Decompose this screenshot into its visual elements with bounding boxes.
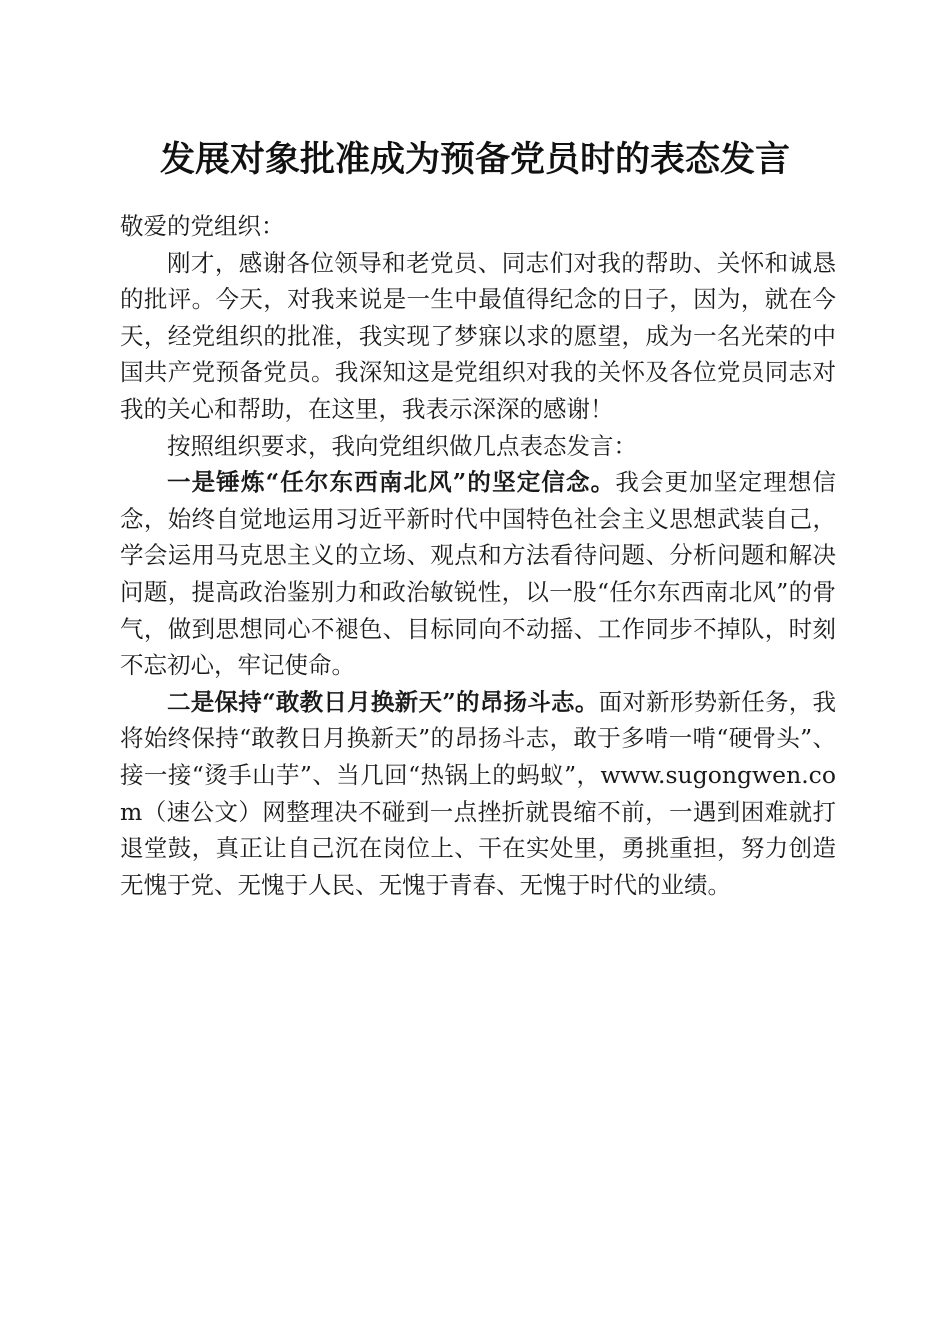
paragraph-text: 面对新形势新任务，我将始终保持“敢教日月换新天”的昂扬斗志，敢于多啃一啃“硬骨头”、接一接“烫手山芋”、当几回“热锅上的蚂蚁”，www.sugongwen.com（速公文）网整理决不碰到一点挫折就畏缩不前，一遇到困难就打退堂鼓，真正让自己沉在岗位上、干在实处里，勇挑重担，努力创造无愧于党、无愧于人民、无愧于青春、无愧于时代的业绩。 [120, 687, 836, 899]
paragraph-text: 刚才，感谢各位领导和老党员、同志们对我的帮助、关怀和诚恳的批评。今天，对我来说是一生中最值得纪念的日子，因为，就在今天，经党组织的批准，我实现了梦寐以求的愿望，成为一名光荣的中国共产党预备党员。我深知这是党组织对我的关怀及各位党员同志对我的关心和帮助，在这里，我表示深深的感谢！ [120, 248, 836, 423]
salutation: 敬爱的党组织： [120, 212, 285, 240]
paragraph-text: 按照组织要求，我向党组织做几点表态发言： [167, 431, 637, 460]
paragraph-intro [120, 428, 836, 465]
paragraph-lead: 一是锤炼“任尔东西南北风”的坚定信念。 [167, 468, 616, 497]
paragraph-lead: 二是保持“敢教日月换新天”的昂扬斗志。 [167, 687, 599, 716]
paragraph-point-one [120, 464, 836, 684]
paragraph-point-two [120, 684, 836, 904]
paragraph-text: 我会更加坚定理想信念，始终自觉地运用习近平新时代中国特色社会主义思想武装自己，学会运用马克思主义的立场、观点和方法看待问题、分析问题和解决问题，提高政治鉴别力和政治敏锐性，以一股“任尔东西南北风”的骨气，做到思想同心不褪色、目标同向不动摇、工作同步不掉队，时刻不忘初心，牢记使命。 [120, 468, 836, 680]
document-body [120, 208, 836, 903]
paragraph-thanks [120, 245, 836, 428]
document-title: 发展对象批准成为预备党员时的表态发言 [159, 139, 790, 180]
